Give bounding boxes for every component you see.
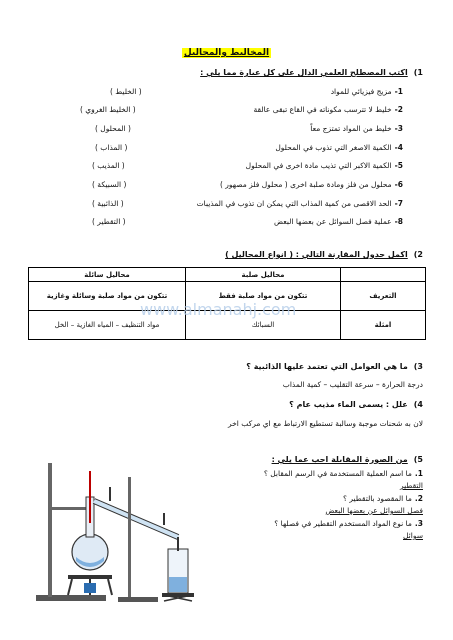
table-cell: مواد التنظيف – المياه الغازية – الخل: [29, 311, 186, 340]
q1-item: [220, 180, 403, 189]
q1-item-number: 8-: [394, 217, 403, 226]
question-5-prompt: من الصورة المقابلة اجب عما يلي :: [271, 455, 408, 464]
q5-item: [264, 469, 423, 478]
q5-item: [274, 519, 423, 528]
q1-item-text: خليط لا تترسب مكوناته في القاع تبقى عالقة: [253, 105, 392, 114]
table-header-cell: محاليل سائلة: [29, 268, 186, 282]
table-cell: تتكون من مواد صلبة وسائلة وغازية: [29, 282, 186, 311]
q1-item-text: الكمية الاصغر التي تذوب في المحلول: [275, 143, 392, 152]
question-1-number: 1): [413, 68, 423, 77]
page-title-wrap: [0, 40, 453, 59]
q5-item-number: 3.: [414, 519, 423, 528]
question-3-prompt: ما هي العوامل التي تعتمد عليها الذائبية ؟: [246, 362, 408, 371]
q1-item: [331, 87, 403, 96]
q1-item-text: مزيج فيزيائي للمواد: [330, 87, 392, 96]
q1-item-number: 3-: [394, 124, 403, 133]
question-5: [272, 455, 423, 464]
q1-item-answer: ( التقطير ): [92, 217, 126, 226]
q1-item: [197, 199, 403, 208]
watermark: www.almanahj.com: [140, 300, 297, 319]
question-2-prompt: اكمل جدول المقارنة التالي : ( انواع المحاليل ): [225, 250, 408, 259]
q1-item: [310, 124, 403, 133]
table-cell: السبائك: [186, 311, 341, 340]
question-4-prompt: علل : يسمى الماء مذيب عام ؟: [289, 400, 408, 409]
table-header-cell: [341, 268, 426, 282]
q1-item: [274, 217, 403, 226]
question-3: [246, 362, 423, 371]
question-2-number: 2): [413, 250, 423, 259]
q1-item-number: 2-: [394, 105, 403, 114]
q1-item-text: خليط من المواد تمتزج معاً: [310, 124, 392, 133]
q1-item-text: الكمية الاكبر التي تذيب مادة اخرى في المحلول: [245, 161, 392, 170]
q5-item-answer: سوائل: [402, 531, 423, 540]
stand-rod: [48, 463, 52, 597]
q5-item-answer: التقطير: [400, 481, 423, 490]
q5-item: [343, 494, 423, 503]
question-1: [200, 68, 423, 77]
stand-base: [36, 595, 106, 601]
q1-item-number: 7-: [394, 199, 403, 208]
q1-item-answer: ( المحلول ): [95, 124, 131, 133]
q1-item-answer: ( المذاب ): [95, 143, 128, 152]
question-4: [289, 400, 423, 409]
q1-item: [246, 161, 403, 170]
distillation-apparatus-image: [28, 457, 196, 607]
question-3-answer: درجة الحرارة – سرعة التقليب – كمية المذاب: [282, 380, 423, 389]
q1-item-number: 1-: [394, 87, 403, 96]
q1-item-number: 6-: [394, 180, 403, 189]
question-5-number: 5): [413, 455, 423, 464]
q5-item-text: ما نوع المواد المستخدم التقطير في فصلها ؟: [274, 519, 412, 528]
q5-item-number: 1.: [414, 469, 423, 478]
q1-item-answer: ( السبيكة ): [92, 180, 127, 189]
question-4-number: 4): [413, 400, 423, 409]
q5-item-text: ما المقصود بالتقطير ؟: [343, 494, 412, 503]
q1-item-text: محلول من فلز ومادة صلبة اخرى ( محلول فلز مصهور ): [219, 180, 392, 189]
q1-item: [254, 105, 403, 114]
q1-item: [275, 143, 403, 152]
table-cell: امثلة: [341, 311, 426, 340]
q1-item-answer: ( الخليط ): [110, 87, 142, 96]
q1-item-answer: ( الذائبية ): [92, 199, 124, 208]
table-header-row: [29, 268, 426, 282]
q1-item-answer: ( الخليط الغروي ): [80, 105, 136, 114]
q1-item-text: الحد الاقصى من كمية المذاب التي يمكن ان تذوب في المذيبات: [196, 199, 392, 208]
page-title: المخاليط والمحاليل: [183, 48, 270, 58]
q1-item-answer: ( المذيب ): [92, 161, 125, 170]
q1-item-number: 4-: [394, 143, 403, 152]
q1-item-text: عملية فصل السوائل عن بعضها البعض: [274, 217, 392, 226]
question-3-number: 3): [413, 362, 423, 371]
table-cell: التعريف: [341, 282, 426, 311]
table-cell: تتكون من مواد صلبة فقط: [186, 282, 341, 311]
q1-item-number: 5-: [394, 161, 403, 170]
question-1-prompt: اكتب المصطلح العلمي الدال على كل عبارة مما يلي :: [200, 68, 408, 77]
table-header-cell: محاليل صلبة: [186, 268, 341, 282]
q5-item-number: 2.: [414, 494, 423, 503]
question-2: [225, 250, 423, 259]
question-4-answer: لان به شحنات موجبة وسالبة تستطيع الارتباط مع اي مركب اخر: [228, 419, 423, 428]
q5-item-answer: فصل السوائل عن بعضها البعض: [325, 506, 423, 515]
q5-item-text: ما اسم العملية المستخدمة في الرسم المقابل ؟: [263, 469, 412, 478]
